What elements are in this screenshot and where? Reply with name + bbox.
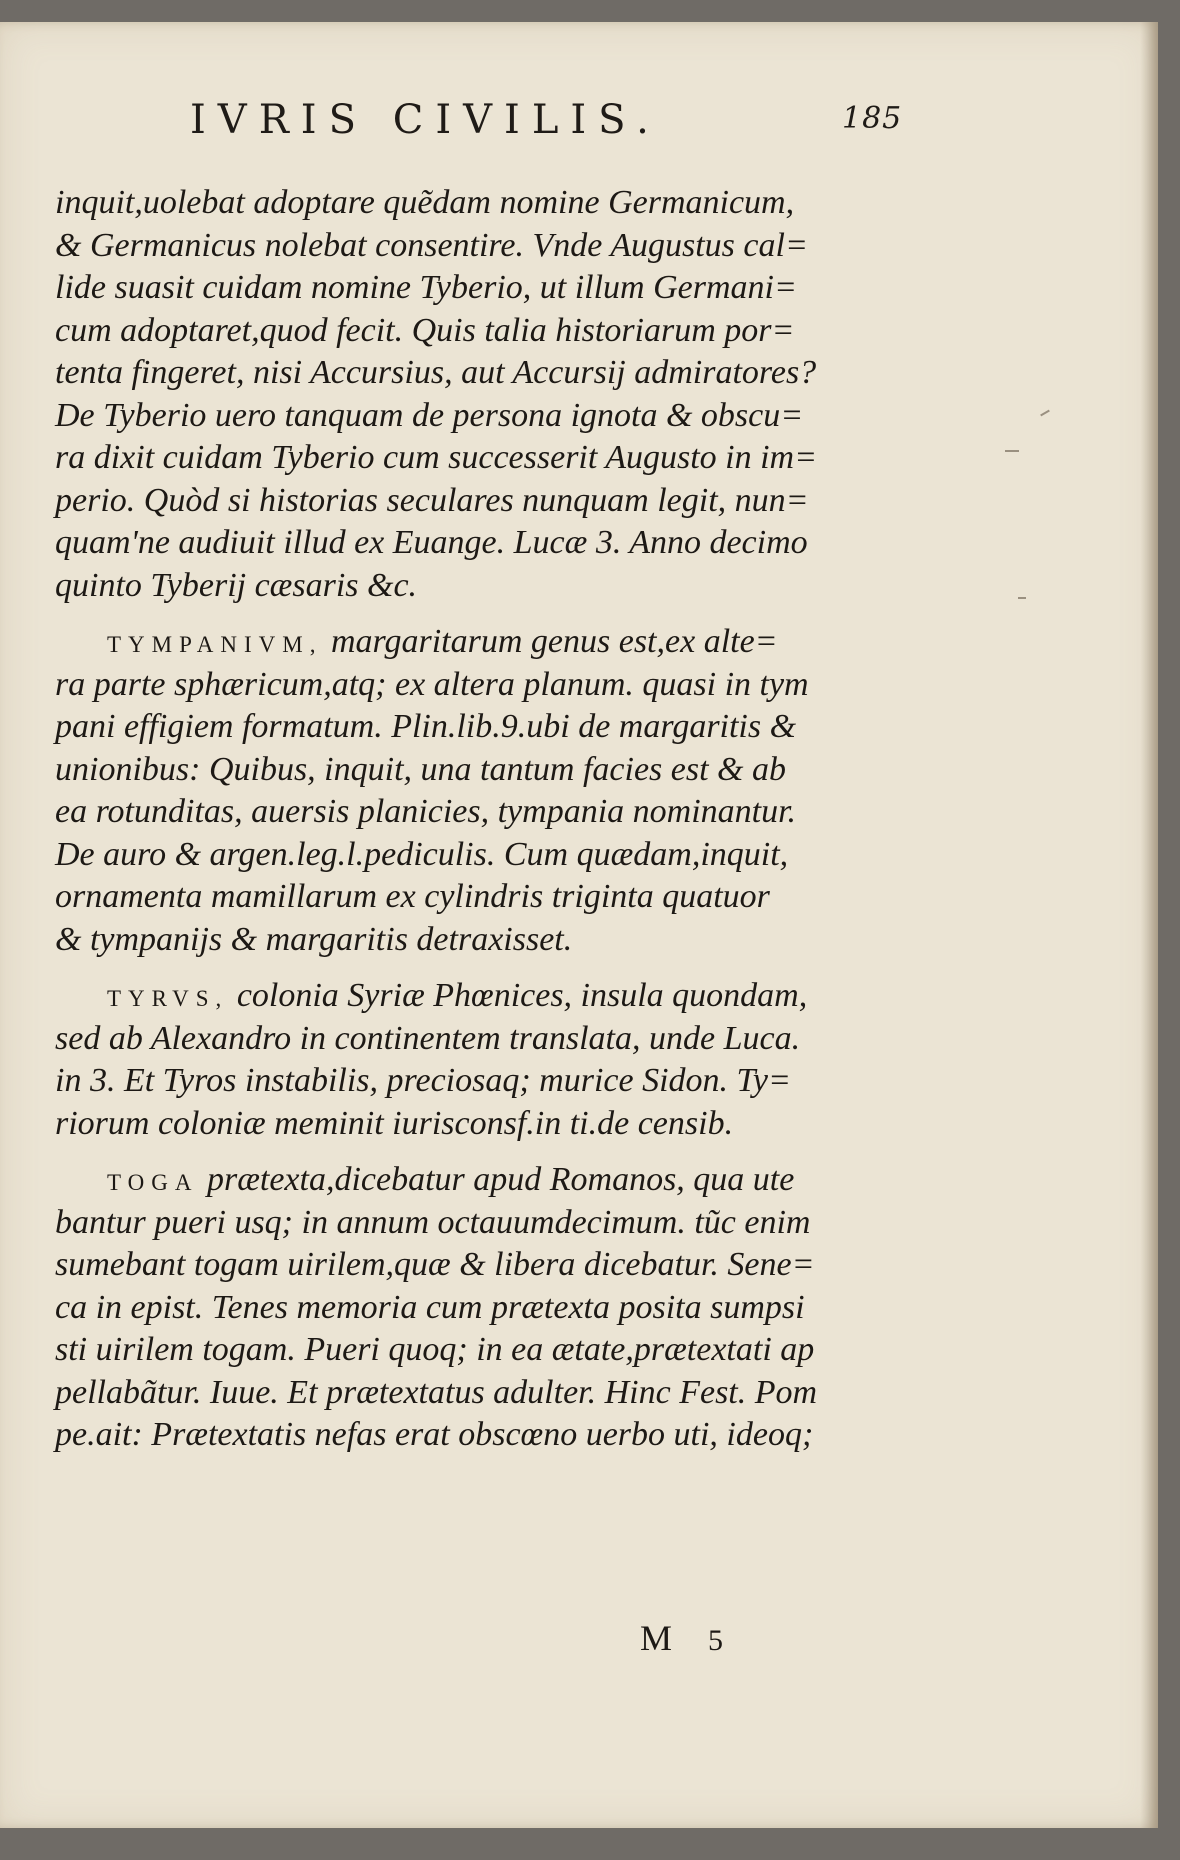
text-line: ca in epist. Tenes memoria cum prætexta posita sumpsi [55, 1288, 805, 1326]
text-line: sed ab Alexandro in continentem translata, unde Luca. [55, 1019, 801, 1057]
text-line: perio. Quòd si historias seculares nunquam legit, nun= [55, 481, 809, 519]
text-line: ra dixit cuidam Tyberio cum successerit Augusto in im= [55, 439, 818, 476]
entry-headword: TYRVS, [107, 986, 229, 1011]
text-line: ra parte sphæricum,atq; ex altera planum. quasi in tym [55, 665, 809, 703]
entry-first-line [55, 1159, 910, 1202]
signature-number: 5 [708, 1624, 724, 1657]
text-line: riorum coloniæ meminit iurisconsf.in ti.de censib. [55, 1104, 734, 1142]
entry-first-line [55, 975, 910, 1018]
text-line: & Germanicus nolebat consentire. Vnde Augustus cal= [55, 226, 808, 264]
signature-letter: M [640, 1618, 673, 1658]
text-line: tenta fingeret, nisi Accursius, aut Accursij admiratores? [55, 354, 817, 391]
entry-text: margaritarum genus est,ex alte= [322, 623, 778, 660]
text-line: in 3. Et Tyros instabilis, preciosaq; murice Sidon. Ty= [55, 1062, 791, 1099]
text-line: ea rotunditas, auersis planicies, tympania nominantur. [55, 793, 797, 830]
entry-first-line [55, 621, 910, 664]
text-line: pani effigiem formatum. Plin.lib.9.ubi de margaritis & [55, 708, 797, 745]
text-line: De auro & argen.leg.l.pediculis. Cum quædam,inquit, [55, 835, 789, 873]
text-line: sti uirilem togam. Pueri quoq; in ea ætate,prætextati ap [55, 1331, 815, 1368]
text-line: sumebant togam uirilem,quæ & libera dicebatur. Sene= [55, 1246, 815, 1283]
body-text [55, 182, 910, 1457]
text-line: pe.ait: Prætextatis nefas erat obscœno uerbo uti, ideoq; [55, 1416, 814, 1453]
text-line: lide suasit cuidam nomine Tyberio, ut illum Germani= [55, 269, 797, 306]
running-title: IVRIS CIVILIS. [190, 97, 661, 143]
text-line: quinto Tyberij cæsaris &c. [55, 566, 418, 604]
text-line: inquit,uolebat adoptare quẽdam nomine Germanicum, [55, 184, 795, 221]
text-line: unionibus: Quibus, inquit, una tantum facies est & ab [55, 750, 786, 788]
book-page [0, 22, 1158, 1828]
text-line: & tympanijs & margaritis detraxisset. [55, 920, 573, 958]
entry-text: prætexta,dicebatur apud Romanos, qua ute [198, 1161, 795, 1198]
entry-headword: TYMPANIVM, [107, 632, 323, 657]
entry-text: colonia Syriæ Phœnices, insula quondam, [228, 977, 808, 1014]
text-line: bantur pueri usq; in annum octauumdecimum. tũc enim [55, 1203, 811, 1241]
text-line: quam'ne audiuit illud ex Euange. Lucæ 3. Anno decimo [55, 524, 808, 561]
running-header [190, 97, 910, 157]
entry-headword: TOGA [107, 1170, 199, 1195]
page-edge-shadow [1140, 22, 1158, 1828]
paper-speck [1040, 410, 1050, 417]
signature-mark [640, 1617, 723, 1659]
paper-speck [1018, 597, 1026, 599]
text-line: pellabãtur. Iuue. Et prætextatus adulter. Hinc Fest. Pom [55, 1373, 818, 1411]
folio-number: 185 [842, 101, 903, 136]
text-line: cum adoptaret,quod fecit. Quis talia historiarum por= [55, 311, 795, 349]
text-line: ornamenta mamillarum ex cylindris triginta quatuor [55, 878, 770, 915]
paper-speck [1005, 450, 1019, 452]
text-line: De Tyberio uero tanquam de persona ignota & obscu= [55, 396, 804, 434]
